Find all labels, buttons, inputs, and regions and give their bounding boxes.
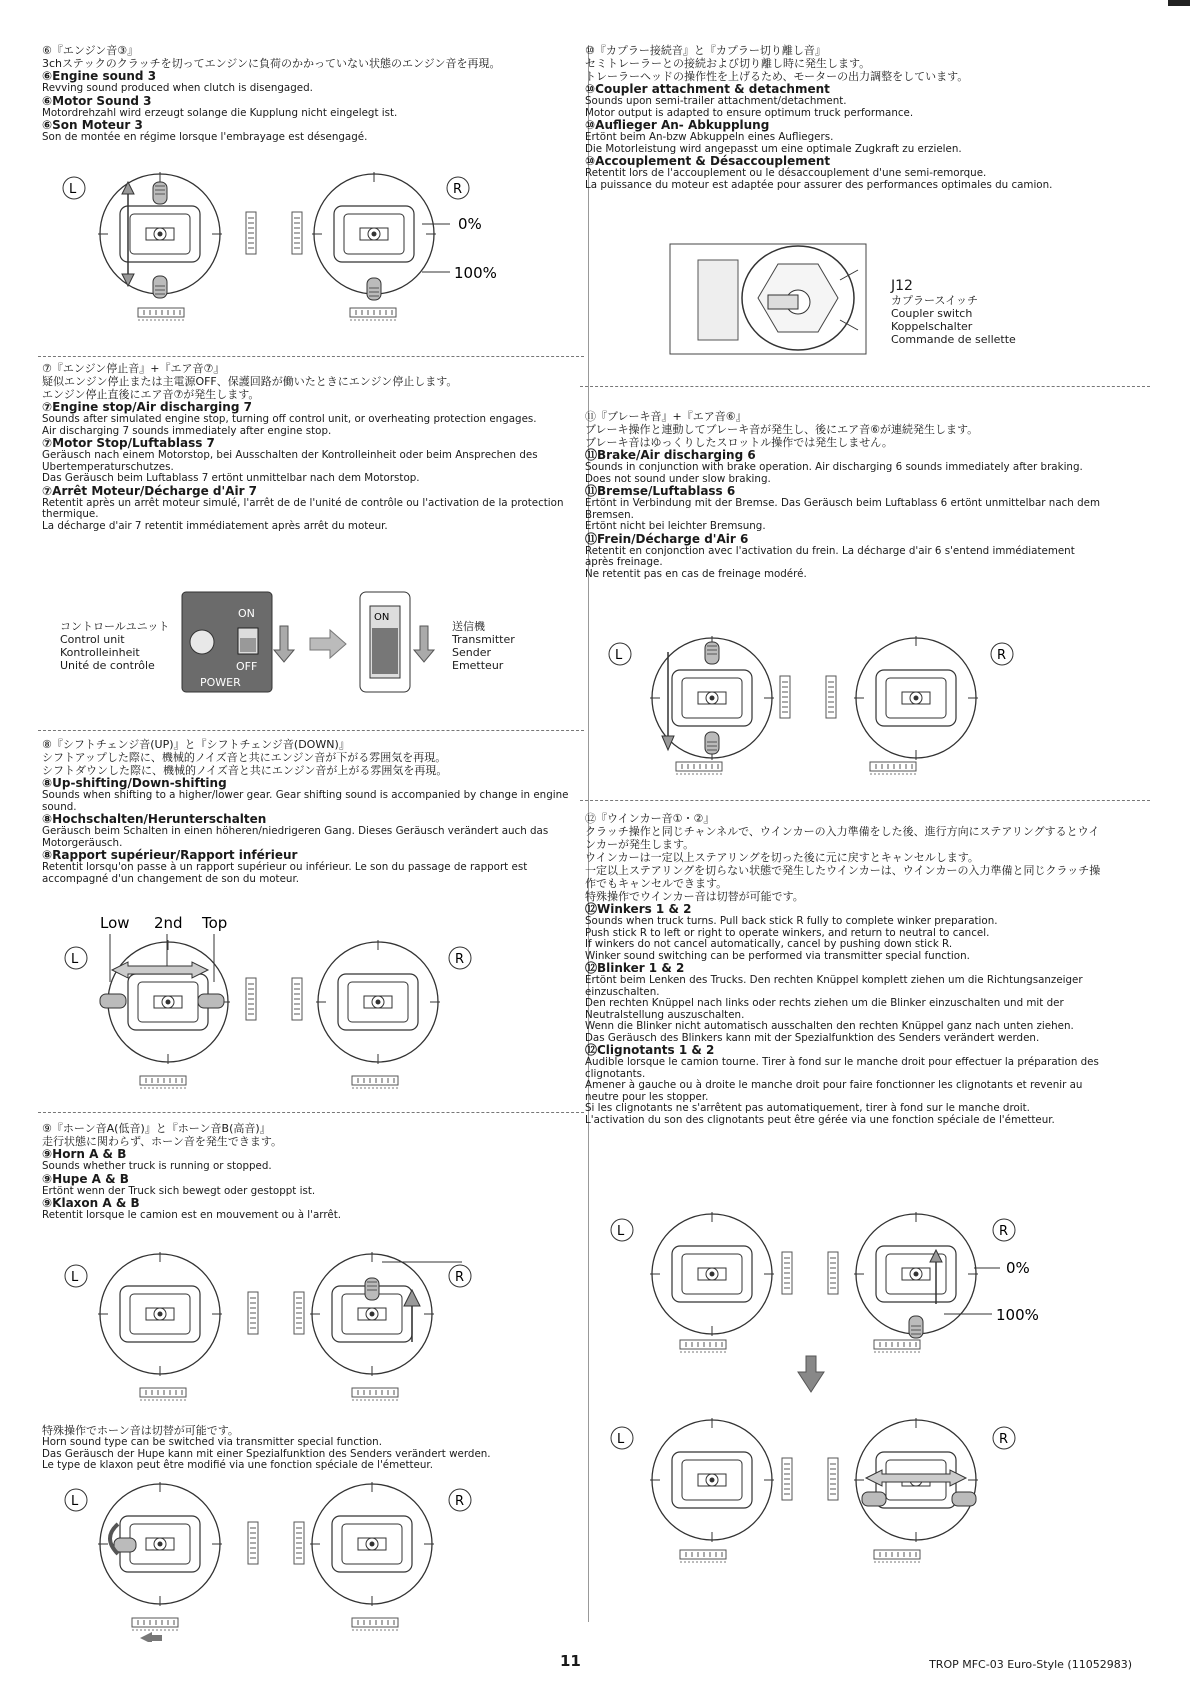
s7-jp-body1: 疑似エンジン停止または主電源OFF、保護回路が働いたときにエンジン停止します。: [42, 375, 458, 388]
s10-fr-body1: Retentit lors de l'accouplement ou le désaccouplement d'une semi-remorque.: [585, 167, 987, 179]
s10-jp-body2: トレーラーヘッドの操作性を上げるため、モーターの出力調整をしています。: [585, 70, 969, 83]
section-brake: [585, 410, 1105, 580]
s7-de-body1: Geräusch nach einem Motorstop, bei Ausschalten der Kontrolleinheit oder beim Ansprechen des Ubertemperaturschutzes.: [42, 449, 538, 473]
s12-diagram-top: [604, 1208, 1064, 1408]
s8-jp-body1: シフトアップした際に、機械的ノイズ音と共にエンジン音が下がる雰囲気を再現。: [42, 751, 447, 764]
transmitter-right-stick: [316, 940, 440, 1064]
control-unit-label: [60, 620, 169, 672]
s10-en-body1: Sounds upon semi-trailer attachment/detachment.: [585, 95, 847, 107]
s6-jp-body: 3chステックのクラッチを切ってエンジンに負荷のかかっていない状態のエンジン音を再現。: [42, 57, 501, 70]
s7-fr-body1: Retentit après un arrêt moteur simulé, l'arrêt de de l'unité de contrôle ou l'activation de la protection thermique.: [42, 496, 564, 520]
left-marker-label: L: [71, 1494, 79, 1509]
left-marker-label: L: [69, 182, 77, 197]
s11-fr-body1: Retentit en conjonction avec l'activation du frein. La décharge d'air 6 s'entend immédiatement après freinage.: [585, 544, 1075, 568]
section-winkers: [585, 812, 1105, 1126]
pct-100-label: 100%: [454, 264, 497, 282]
s8-jp-title: ⑧『シフトチェンジ音(UP)』と『シフトチェンジ音(DOWN)』: [42, 738, 350, 751]
s10-en-body2: Motor output is adapted to ensure optimum truck performance.: [585, 106, 914, 119]
section-horn: [42, 1122, 570, 1222]
2nd-label: 2nd: [154, 914, 183, 932]
s6-jp-title: ⑥『エンジン音③』: [42, 44, 139, 57]
section-engine-stop: [42, 362, 570, 532]
arrow-left-icon: [140, 1632, 162, 1642]
right-marker-label: R: [999, 1432, 1009, 1447]
s10-jp-title: ⑩『カプラー接続音』と『カプラー切り離し音』: [585, 44, 826, 57]
s8-en-heading: ⑧Up-shifting/Down-shifting: [42, 776, 227, 790]
s6-en-body: Revving sound produced when clutch is disengaged.: [42, 82, 313, 94]
right-marker-label: R: [455, 1270, 465, 1285]
s6-en-heading: ⑥Engine sound 3: [42, 69, 157, 83]
s12-en-body1: Sounds when truck turns. Pull back stick R fully to complete winker preparation.: [585, 915, 998, 927]
arrow-down-icon: [798, 1356, 824, 1392]
off-label: OFF: [236, 660, 258, 673]
left-marker-label: L: [615, 648, 623, 663]
stick-up: [153, 182, 167, 204]
s12-fr-heading: ⑫Clignotants 1 & 2: [585, 1043, 715, 1057]
s12-jp-body1: クラッチ操作と同じチャンネルで、ウインカーの入力準備をした後、進行方向にステアリングするとウインカーが発生します。: [585, 825, 1100, 851]
s7-jp-body2: エンジン停止直後にエア音⑦が発生します。: [42, 388, 260, 401]
left-marker-label: L: [617, 1224, 625, 1239]
left-marker: [63, 177, 85, 199]
s9-fr-body: Retentit lorsque le camion est en mouvement ou à l'arrêt.: [42, 1209, 342, 1221]
s8-diagram: [62, 912, 522, 1092]
s8-jp-body2: シフトダウンした際に、機械的ノイズ音と共にエンジン音が上がる雰囲気を再現。: [42, 764, 448, 777]
page-number: 11: [560, 1652, 581, 1670]
s11-jp-title: ⑪『ブレーキ音』+『エア音⑥』: [585, 410, 747, 423]
s9-jp-body: 走行状態に関わらず、ホーン音を発生できます。: [42, 1135, 283, 1148]
s10-de-heading: ⑩Auflieger An- Abkupplung: [585, 118, 770, 132]
s12-en-body4: Winker sound switching can be performed via transmitter special function.: [585, 949, 970, 962]
s12-de-body2: Den rechten Knüppel nach links oder rechts ziehen um die Blinker einzuschalten und mit der Neutralstellung auszuschalten.: [585, 997, 1064, 1021]
divider: [38, 356, 584, 357]
pct-0-label: 0%: [458, 215, 482, 233]
s7-fr-heading: ⑦Arrêt Moteur/Décharge d'Air 7: [42, 483, 258, 498]
s10-en-heading: ⑩Coupler attachment & detachment: [585, 82, 830, 96]
left-marker: [611, 1219, 633, 1241]
j12-label: [891, 278, 1016, 346]
right-marker-label: R: [999, 1224, 1009, 1239]
s6-fr-heading: ⑥Son Moteur 3: [42, 118, 143, 132]
s12-en-heading: ⑫Winkers 1 & 2: [585, 902, 692, 916]
cu-jp: コントロールユニット: [60, 620, 170, 633]
power-label: POWER: [200, 676, 241, 689]
s7-en-body2: Air discharging 7 sounds immediately after engine stop.: [42, 424, 332, 437]
fifth-wheel-diagram: [668, 240, 868, 360]
s6-de-heading: ⑥Motor Sound 3: [42, 93, 152, 108]
s7-fr-body2: La décharge d'air 7 retentit immédiatement après arrêt du moteur.: [42, 519, 388, 532]
right-marker-label: R: [453, 182, 463, 197]
s9-note-de: Das Geräusch der Hupe kann mit einer Spezialfunktion des Senders verändert werden.: [42, 1447, 491, 1460]
cu-fr: Unité de contrôle: [60, 659, 155, 672]
s11-fr-heading: ⑪Frein/Décharge d'Air 6: [585, 531, 749, 546]
section-coupler: [585, 44, 1120, 191]
section-shifting: [42, 738, 570, 885]
j12-en: Coupler switch: [891, 307, 973, 320]
s10-jp-body1: セミトレーラーとの接続および切り離し時に発生します。: [585, 57, 871, 70]
transmitter-left-stick: [98, 1252, 222, 1376]
cu-en: Control unit: [60, 633, 125, 646]
transmitter-left-stick: [650, 1212, 774, 1336]
tx-en: Transmitter: [452, 633, 515, 646]
s12-de-heading: ⑫Blinker 1 & 2: [585, 961, 685, 975]
s12-diagram-bottom: [604, 1418, 1064, 1578]
s12-jp-body2: ウインカーは一定以上ステアリングを切った後に元に戻すとキャンセルします。: [585, 851, 979, 864]
s12-de-body1: Ertönt beim Lenken des Trucks. Den rechten Knüppel komplett ziehen um die Richtungsanzeiger einzuschalten.: [585, 974, 1083, 998]
right-marker: [449, 1265, 471, 1287]
s9-en-body: Sounds whether truck is running or stopped.: [42, 1160, 272, 1172]
s8-en-body: Sounds when shifting to a higher/lower gear. Gear shifting sound is accompanied by change in engine sound.: [42, 789, 569, 813]
left-marker-label: L: [71, 1270, 79, 1285]
right-marker: [991, 643, 1013, 665]
right-marker-label: R: [455, 1494, 465, 1509]
s12-jp-title: ⑫『ウインカー音①・②』: [585, 812, 715, 825]
stick-pulled: [909, 1316, 923, 1338]
s7-diagram: [180, 590, 450, 700]
s12-jp-body3: 一定以上ステアリングを切らない状態で発生したウインカーは、ウインカーの入力準備と同じクラッチ操作でもキャンセルできます。: [585, 864, 1101, 890]
on-label: ON: [238, 607, 255, 620]
s12-fr-body2: Amener à gauche ou à droite le manche droit pour faire fonctionner les clignotants et revenir au neutre pour les stopper.: [585, 1079, 1083, 1103]
s10-fr-heading: ⑩Accouplement & Désaccouplement: [585, 154, 831, 168]
transmitter-right-stick: [310, 1252, 434, 1376]
left-marker: [609, 643, 631, 665]
right-marker: [449, 1489, 471, 1511]
divider: [38, 1112, 584, 1113]
s9-note-fr: Le type de klaxon peut être modifié via une fonction spéciale de l'émetteur.: [42, 1459, 433, 1471]
s12-en-body3: If winkers do not cancel automatically, cancel by pushing down stick R.: [585, 938, 953, 950]
s11-de-body1: Ertönt in Verbindung mit der Bremse. Das Geräusch beim Luftablass 6 ertönt unmittelbar nach dem Bremsen.: [585, 497, 1100, 521]
s10-fr-body2: La puissance du moteur est adaptée pour assurer des performances optimales du camion.: [585, 178, 1053, 191]
s12-de-body3: Wenn die Blinker nicht automatisch ausschalten den rechten Knüppel ganz nach unten ziehen.: [585, 1020, 1074, 1032]
s6-diagram: [62, 172, 522, 332]
s8-de-body: Geräusch beim Schalten in einen höheren/niedrigeren Gang. Dieses Geräusch verändert auch das Motorgeräusch.: [42, 825, 549, 849]
s8-fr-heading: ⑧Rapport supérieur/Rapport inférieur: [42, 848, 298, 862]
arrow-right-icon: [310, 630, 346, 658]
s8-fr-body: Retentit lorsqu'on passe à un rapport supérieur ou inférieur. Le son du passage de rapport est accompagné d'un changement de son du moteur.: [42, 861, 528, 885]
s7-en-heading: ⑦Engine stop/Air discharging 7: [42, 400, 252, 414]
divider: [38, 730, 584, 731]
left-marker: [65, 1489, 87, 1511]
cu-de: Kontrolleinheit: [60, 646, 140, 659]
stick-down: [705, 732, 719, 754]
s9-jp-title: ⑨『ホーン音A(低音)』と『ホーン音B(高音)』: [42, 1122, 271, 1135]
divider: [580, 386, 1150, 387]
s10-de-body1: Ertönt beim An-bzw Abkuppeln eines Aufliegers.: [585, 131, 834, 143]
s11-en-heading: ⑪Brake/Air discharging 6: [585, 448, 756, 462]
transmitter-right-stick: [312, 172, 436, 296]
s11-de-heading: ⑪Bremse/Luftablass 6: [585, 484, 736, 498]
s11-de-body2: Ertönt nicht bei leichter Bremsung.: [585, 520, 766, 532]
horn-switch-note: [42, 1424, 570, 1472]
s7-en-body1: Sounds after simulated engine stop, turning off control unit, or overheating protection engages.: [42, 413, 537, 425]
s9-switch-diagram: [62, 1482, 522, 1642]
top-label: Top: [202, 914, 228, 932]
left-marker: [65, 1265, 87, 1287]
right-marker: [993, 1219, 1015, 1241]
j12-jp: カプラースイッチ: [891, 294, 979, 307]
section-engine-sound-3: [42, 44, 570, 144]
s12-fr-body1: Audible lorsque le camion tourne. Tirer à fond sur le manche droit pour effectuer la préparation des clignotants.: [585, 1056, 1099, 1080]
left-marker: [65, 947, 87, 969]
s11-diagram: [604, 632, 1024, 792]
tx-jp: 送信機: [452, 620, 485, 633]
tx-fr: Emetteur: [452, 659, 504, 672]
s6-de-body: Motordrehzahl wird erzeugt solange die Kupplung nicht eingelegt ist.: [42, 106, 398, 119]
stick-pulled: [367, 278, 381, 300]
s9-fr-heading: ⑨Klaxon A & B: [42, 1196, 140, 1210]
pct-100-label: 100%: [996, 1306, 1039, 1324]
s12-de-body4: Das Geräusch des Blinkers kann mit der Spezialfunktion des Senders verändert werden.: [585, 1031, 1040, 1044]
s11-jp-body2: ブレーキ音はゆっくりしたスロットル操作では発生しません。: [585, 436, 893, 449]
s7-de-body2: Das Geräusch beim Luftablass 7 ertönt unmittelbar nach dem Motorstop.: [42, 472, 420, 484]
transmitter-label: [452, 620, 515, 672]
right-marker-label: R: [997, 648, 1007, 663]
stick-up: [365, 1278, 379, 1300]
left-marker: [611, 1427, 633, 1449]
s9-de-body: Ertönt wenn der Truck sich bewegt oder gestoppt ist.: [42, 1184, 316, 1197]
tx-on-label: ON: [374, 612, 390, 623]
s11-en-body1: Sounds in conjunction with brake operation. Air discharging 6 sounds immediately after braking.: [585, 461, 1083, 473]
transmitter-right-stick: [310, 1482, 434, 1606]
j12-id: J12: [891, 278, 913, 294]
s9-en-heading: ⑨Horn A & B: [42, 1147, 127, 1161]
s10-de-body2: Die Motorleistung wird angepasst um eine optimale Zugkraft zu erzielen.: [585, 142, 962, 155]
s8-de-heading: ⑧Hochschalten/Herunterschalten: [42, 812, 267, 826]
corner-mark: [1168, 0, 1190, 6]
left-marker-label: L: [71, 952, 79, 967]
s12-jp-body4: 特殊操作でウインカー音は切替が可能です。: [585, 890, 804, 903]
s9-diagram: [62, 1252, 522, 1412]
s9-note-jp: 特殊操作でホーン音は切替が可能です。: [42, 1424, 239, 1437]
right-marker: [993, 1427, 1015, 1449]
divider: [580, 800, 1150, 801]
transmitter-left-stick: [650, 1418, 774, 1542]
tx-de: Sender: [452, 646, 491, 659]
j12-de: Koppelschalter: [891, 320, 973, 333]
transmitter-right-stick: [854, 636, 978, 760]
s11-jp-body1: ブレーキ操作と連動してブレーキ音が発生し、後にエア音⑥が連続発生します。: [585, 423, 979, 436]
right-marker-label: R: [455, 952, 465, 967]
left-marker-label: L: [617, 1432, 625, 1447]
stick-up: [705, 642, 719, 664]
s12-fr-body3: Si les clignotants ne s'arrêtent pas automatiquement, tirer à fond sur le manche droit.: [585, 1102, 1030, 1114]
s9-note-en: Horn sound type can be switched via transmitter special function.: [42, 1436, 382, 1448]
s7-de-heading: ⑦Motor Stop/Luftablass 7: [42, 436, 215, 450]
pct-0-label: 0%: [1006, 1259, 1030, 1277]
right-marker: [449, 947, 471, 969]
s7-jp-title: ⑦『エンジン停止音』+『エア音⑦』: [42, 362, 225, 375]
stick-down: [153, 276, 167, 298]
right-marker: [447, 177, 469, 199]
s6-fr-body: Son de montée en régime lorsque l'embrayage est désengagé.: [42, 131, 368, 143]
s11-fr-body2: Ne retentit pas en cas de freinage modéré.: [585, 567, 807, 580]
s11-en-body2: Does not sound under slow braking.: [585, 472, 771, 485]
s12-en-body2: Push stick R to left or right to operate winkers, and return to neutral to cancel.: [585, 926, 990, 939]
j12-fr: Commande de sellette: [891, 333, 1016, 346]
low-label: Low: [100, 914, 130, 932]
s9-de-heading: ⑨Hupe A & B: [42, 1171, 129, 1186]
s12-fr-body4: L'activation du son des clignotants peut être gérée via une fonction spéciale de l'émetteur.: [585, 1113, 1055, 1126]
footer-code: TROP MFC-03 Euro-Style (11052983): [929, 1658, 1132, 1671]
